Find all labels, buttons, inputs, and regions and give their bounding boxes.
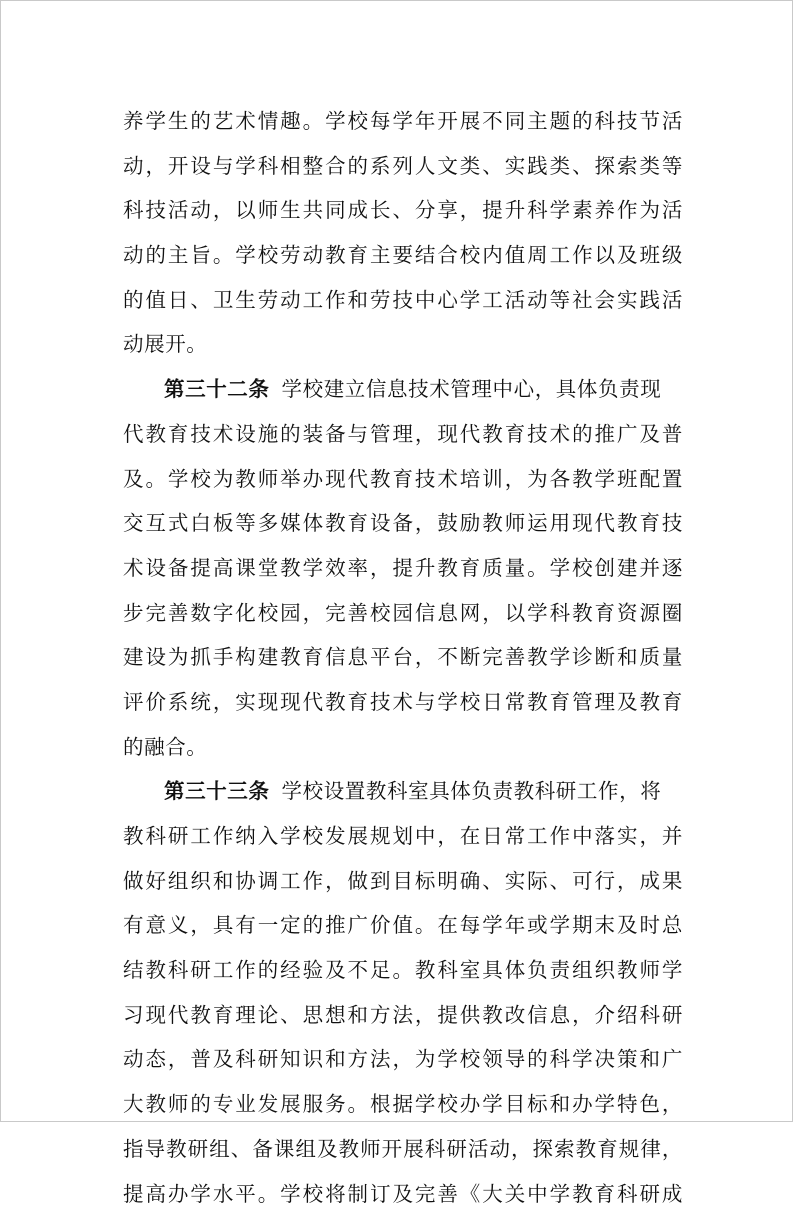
- text-line: 教科研工作纳入学校发展规划中，在日常工作中落实，并: [123, 814, 683, 859]
- article-33-paragraph: [123, 769, 683, 1216]
- text-line: 的融合。: [123, 725, 683, 770]
- text-line: 评价系统，实现现代教育技术与学校日常教育管理及教育: [123, 680, 683, 725]
- article-32-paragraph: [123, 367, 683, 769]
- paragraph-continuation: [123, 99, 683, 367]
- text-line: 动态，普及科研知识和方法，为学校领导的科学决策和广: [123, 1037, 683, 1082]
- article-text: 学校设置教科室具体负责教科研工作，将: [282, 779, 662, 803]
- text-line: 科技活动，以师生共同成长、分享，提升科学素养作为活: [123, 188, 683, 233]
- text-line: 大教师的专业发展服务。根据学校办学目标和办学特色，: [123, 1082, 683, 1127]
- document-body: [123, 99, 683, 1216]
- text-line: 交互式白板等多媒体教育设备，鼓励教师运用现代教育技: [123, 501, 683, 546]
- text-line: 有意义，具有一定的推广价值。在每学年或学期末及时总: [123, 903, 683, 948]
- text-line: 代教育技术设施的装备与管理，现代教育技术的推广及普: [123, 412, 683, 457]
- text-line: 动的主旨。学校劳动教育主要结合校内值周工作以及班级: [123, 233, 683, 278]
- text-line: 提高办学水平。学校将制订及完善《大关中学教育科研成: [123, 1172, 683, 1216]
- text-line: 动展开。: [123, 322, 683, 367]
- article-number: 第三十二条: [164, 377, 270, 401]
- article-number: 第三十三条: [164, 779, 270, 803]
- text-line: 的值日、卫生劳动工作和劳技中心学工活动等社会实践活: [123, 278, 683, 323]
- article-text: 学校建立信息技术管理中心，具体负责现: [282, 377, 662, 401]
- text-line: 习现代教育理论、思想和方法，提供教改信息，介绍科研: [123, 993, 683, 1038]
- text-line: 及。学校为教师举办现代教育技术培训，为各教学班配置: [123, 457, 683, 502]
- text-line: [123, 367, 683, 412]
- text-line: 养学生的艺术情趣。学校每学年开展不同主题的科技节活: [123, 99, 683, 144]
- text-line: 步完善数字化校园，完善校园信息网，以学科教育资源圈: [123, 591, 683, 636]
- text-line: 做好组织和协调工作，做到目标明确、实际、可行，成果: [123, 859, 683, 904]
- text-line: 术设备提高课堂教学效率，提升教育质量。学校创建并逐: [123, 546, 683, 591]
- text-line: 指导教研组、备课组及教师开展科研活动，探索教育规律，: [123, 1127, 683, 1172]
- text-line: 结教科研工作的经验及不足。教科室具体负责组织教师学: [123, 948, 683, 993]
- text-line: [123, 769, 683, 814]
- text-line: 建设为抓手构建教育信息平台，不断完善教学诊断和质量: [123, 635, 683, 680]
- text-line: 动，开设与学科相整合的系列人文类、实践类、探索类等: [123, 144, 683, 189]
